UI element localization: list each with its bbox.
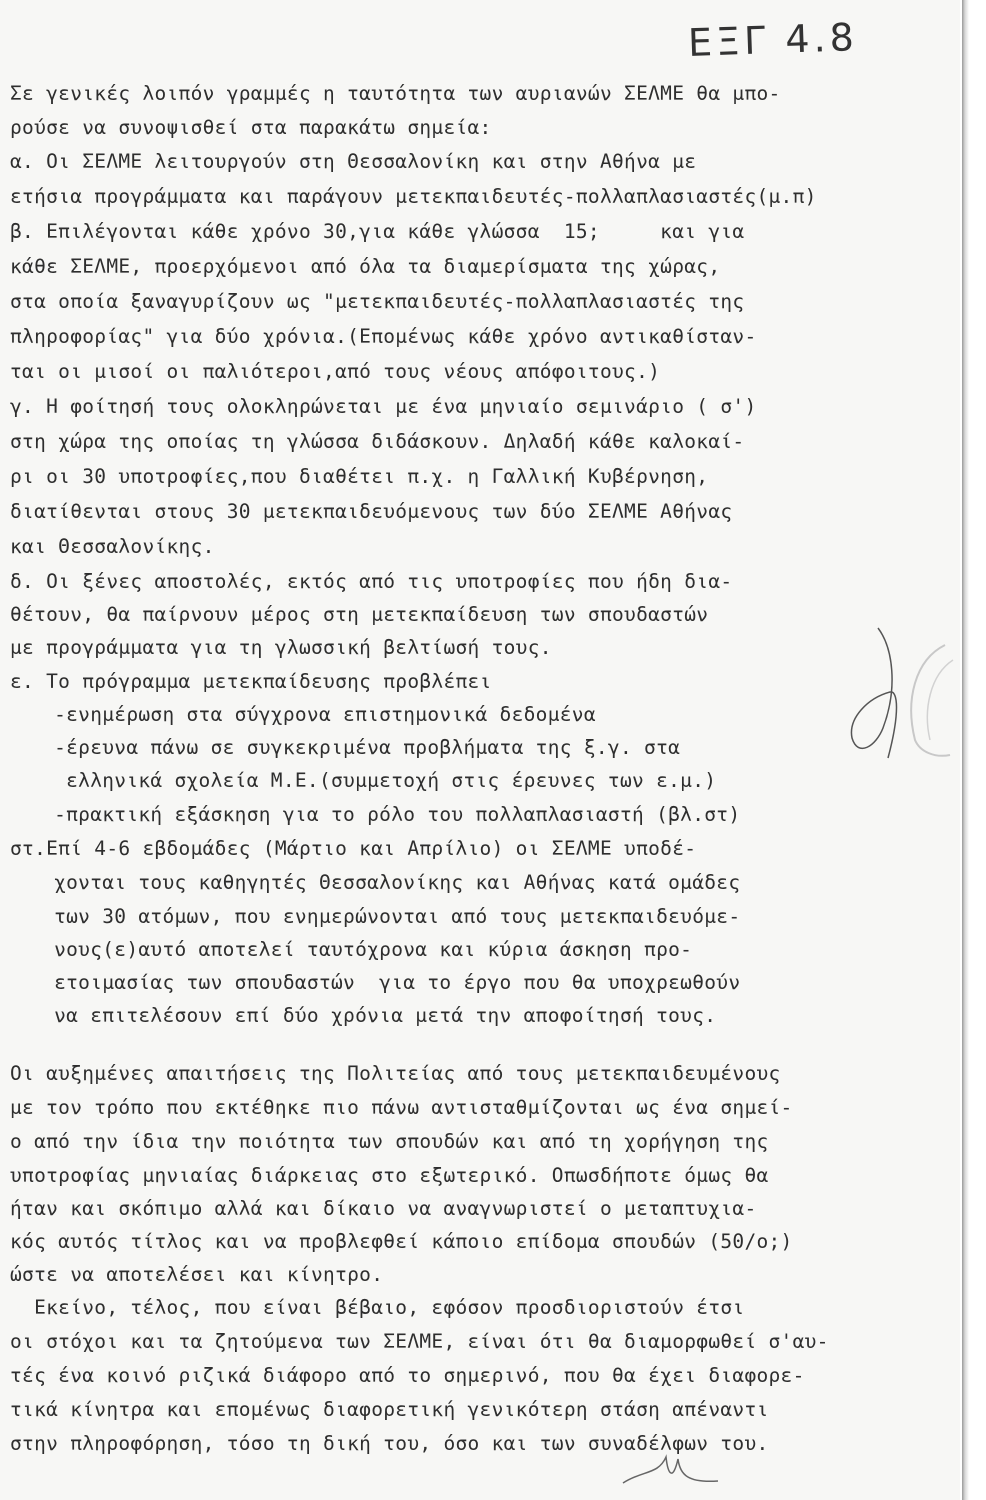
text-line: με τον τρόπο που εκτέθηκε πιο πάνω αντισταθμίζονται ως ένα σημεί- <box>10 1096 793 1119</box>
text-line: χονται τους καθηγητές Θεσσαλονίκης και Αθήνας κατά ομάδες <box>30 871 741 894</box>
text-line: των 30 ατόμων, που ενημερώνονται από τους μετεκπαιδευόμε- <box>30 905 741 928</box>
text-line: -πρακτική εξάσκηση για το ρόλο του πολλαπλασιαστή (βλ.στ) <box>30 803 741 826</box>
text-line: στα οποία ξαναγυρίζουν ως "μετεκπαιδευτές-πολλαπλασιαστές της <box>10 290 745 313</box>
text-line: τικά κίνητρα και επομένως διαφορετική γενικότερη στάση απέναντι <box>10 1398 769 1421</box>
text-line: ρούσε να συνοψισθεί στα παρακάτω σημεία: <box>10 116 492 139</box>
text-line: ε. Το πρόγραμμα μετεκπαίδευσης προβλέπει <box>10 670 492 693</box>
text-line: κάθε ΣΕΛΜΕ, προερχόμενοι από όλα τα διαμερίσματα της χώρας, <box>10 255 721 278</box>
text-line: ετοιμασίας των σπουδαστών για το έργο που θα υποχρεωθούν <box>30 971 741 994</box>
text-line: στην πληροφόρηση, τόσο τη δική του, όσο και των συναδέλφων του. <box>10 1432 769 1455</box>
handwritten-initials <box>618 1445 728 1490</box>
text-line: δ. Οι ξένες αποστολές, εκτός από τις υποτροφίες που ήδη δια- <box>10 570 733 593</box>
text-line: ται οι μισοί οι παλιότεροι,από τους νέους απόφοιτους.) <box>10 360 661 383</box>
text-line: στη χώρα της οποίας τη γλώσσα διδάσκουν. Δηλαδή κάθε καλοκαί- <box>10 430 745 453</box>
text-line: ετήσια προγράμματα και παράγουν μετεκπαιδευτές-πολλαπλασιαστές(μ.π) <box>10 185 817 208</box>
text-line: ο από την ίδια την ποιότητα των σπουδών και από τη χορήγηση της <box>10 1130 769 1153</box>
text-line: πληροφορίας" για δύο χρόνια.(Επομένως κάθε χρόνο αντικαθίσταν- <box>10 325 757 348</box>
text-line: νους(ε)αυτό αποτελεί ταυτόχρονα και κύρια άσκηση προ- <box>30 938 693 961</box>
text-line: με προγράμματα για τη γλωσσική βελτίωσή τους. <box>10 636 552 659</box>
text-line: θέτουν, θα παίρνουν μέρος στη μετεκπαίδευση των σπουδαστών <box>10 603 709 626</box>
page-edge <box>962 0 986 1500</box>
text-line: κός αυτός τίτλος και να προβλεφθεί κάποιο επίδομα σπουδών (50/ο;) <box>10 1230 793 1253</box>
text-line: και Θεσσαλονίκης. <box>10 535 215 558</box>
text-line: οι στόχοι και τα ζητούμενα των ΣΕΛΜΕ, είναι ότι θα διαμορφωθεί σ'αυ- <box>10 1330 829 1353</box>
text-line: να επιτελέσουν επί δύο χρόνια μετά την αποφοίτησή τους. <box>30 1004 717 1027</box>
text-line: -έρευνα πάνω σε συγκεκριμένα προβλήματα της ξ.γ. στα <box>30 736 681 759</box>
text-line: ήταν και σκόπιμο αλλά και δίκαιο να αναγνωριστεί ο μεταπτυχια- <box>10 1197 757 1220</box>
text-line: Οι αυξημένες απαιτήσεις της Πολιτείας από τους μετεκπαιδευμένους <box>10 1062 781 1085</box>
text-line: Σε γενικές λοιπόν γραμμές η ταυτότητα των αυριανών ΣΕΛΜΕ θα μπο- <box>10 82 781 105</box>
text-line: ώστε να αποτελέσει και κίνητρο. <box>10 1263 384 1286</box>
text-line: διατίθενται στους 30 μετεκπαιδευόμενους των δύο ΣΕΛΜΕ Αθήνας <box>10 500 733 523</box>
text-line: ρι οι 30 υποτροφίες,που διαθέτει π.χ. η Γαλλική Κυβέρνηση, <box>10 465 709 488</box>
text-line: ελληνικά σχολεία Μ.Ε.(συμμετοχή στις έρευνες των ε.μ.) <box>30 769 717 792</box>
stamp-mark <box>895 640 955 760</box>
text-line: α. Οι ΣΕΛΜΕ λειτουργούν στη Θεσσαλονίκη και στην Αθήνα με <box>10 150 697 173</box>
text-line: Εκείνο, τέλος, που είναι βέβαιο, εφόσον προσδιοριστούν έτσι <box>10 1296 745 1319</box>
text-line: τές ένα κοινό ριζικά διάφορο από το σημερινό, που θα έχει διαφορε- <box>10 1364 805 1387</box>
text-line: -ενημέρωση στα σύγχρονα επιστημονικά δεδομένα <box>30 703 596 726</box>
text-line: υποτροφίας μηνιαίας διάρκειας στο εξωτερικό. Οπωσδήποτε όμως θα <box>10 1164 769 1187</box>
text-line: γ. Η φοίτησή τους ολοκληρώνεται με ένα μηνιαίο σεμινάριο ( σ') <box>10 395 757 418</box>
text-line: στ.Επί 4-6 εβδομάδες (Μάρτιο και Απρίλιο) οι ΣΕΛΜΕ υποδέ- <box>10 837 697 860</box>
document-reference: ΕΞΓ 4.8 <box>687 15 859 65</box>
text-line: β. Επιλέγονται κάθε χρόνο 30,για κάθε γλώσσα 15; και για <box>10 220 745 243</box>
